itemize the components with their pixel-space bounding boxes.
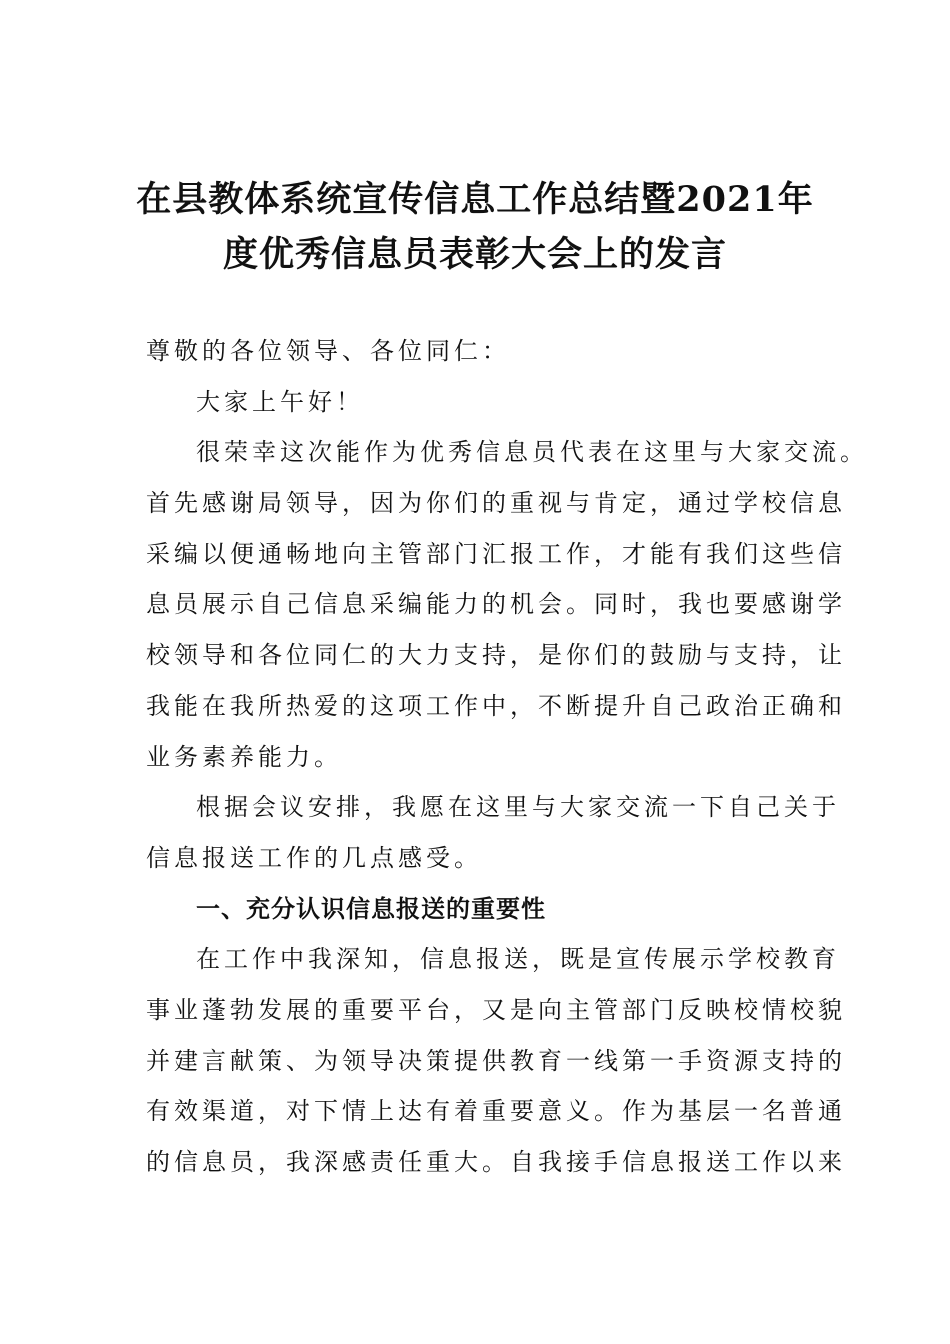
- title-line-1: 在县教体系统宣传信息工作总结暨2021年: [136, 179, 814, 220]
- paragraph-line: 信息报送工作的几点感受。: [146, 843, 482, 872]
- paragraph-line: 并建言献策、为领导决策提供教育一线第一手资源支持的: [146, 1046, 846, 1075]
- document-body: [146, 326, 868, 1188]
- greeting: 大家上午好！: [196, 387, 364, 416]
- paragraph-line: 息员展示自己信息采编能力的机会。同时，我也要感谢学: [146, 590, 846, 619]
- paragraph-line: 事业蓬勃发展的重要平台，又是向主管部门反映校情校貌: [146, 995, 846, 1024]
- paragraph-line: 的信息员，我深感责任重大。自我接手信息报送工作以来: [146, 1148, 846, 1176]
- paragraph-line: 很荣幸这次能作为优秀信息员代表在这里与大家交流。: [196, 438, 868, 467]
- paragraph-line: 在工作中我深知，信息报送，既是宣传展示学校教育: [196, 945, 840, 974]
- paragraph-line: 采编以便通畅地向主管部门汇报工作，才能有我们这些信: [146, 539, 846, 568]
- title-line-2: 度优秀信息员表彰大会上的发言: [222, 234, 727, 275]
- section-heading: 一、充分认识信息报送的重要性: [196, 894, 546, 923]
- paragraph-line: 业务素养能力。: [146, 742, 342, 771]
- paragraph-line: 根据会议安排，我愿在这里与大家交流一下自己关于: [196, 793, 840, 822]
- salutation: 尊敬的各位领导、各位同仁：: [146, 337, 510, 365]
- paragraph-line: 有效渠道，对下情上达有着重要意义。作为基层一名普通: [146, 1097, 846, 1126]
- paragraph-line: 我能在我所热爱的这项工作中，不断提升自己政治正确和: [146, 691, 846, 720]
- document-title: [120, 172, 830, 282]
- paragraph-line: 校领导和各位同仁的大力支持，是你们的鼓励与支持，让: [146, 641, 846, 670]
- paragraph-line: 首先感谢局领导，因为你们的重视与肯定，通过学校信息: [146, 489, 846, 518]
